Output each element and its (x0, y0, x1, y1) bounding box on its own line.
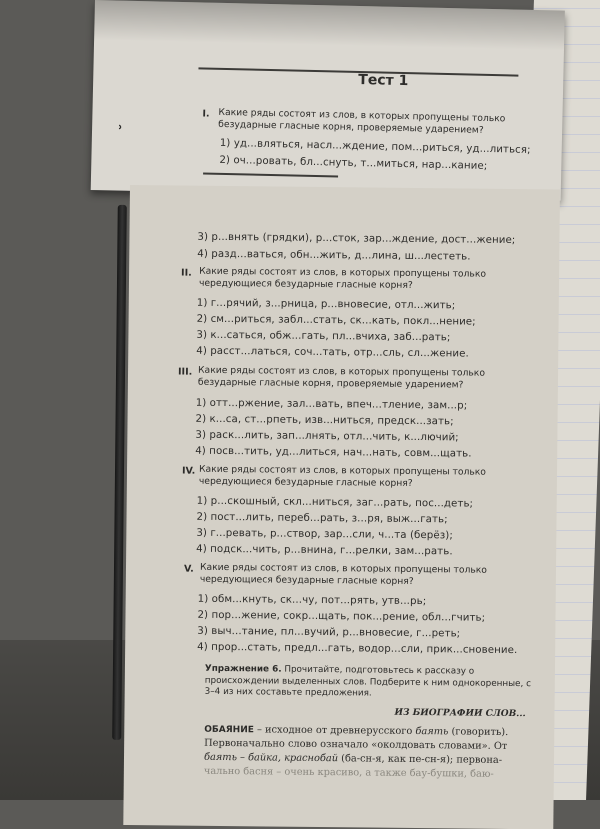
page-main-sheet (123, 185, 560, 829)
q5-option-4: 4) прор...стать, предл...гать, водор...сли, прик...сновение. (197, 641, 518, 657)
bio-line-2: Первоначально слово означало «околдовать словами». От (204, 737, 508, 752)
q3-question: Какие ряды состоят из слов, в которых пропущены только безударные гласные корня, проверяемые ударением? (197, 364, 486, 391)
q2-number: II. (181, 267, 192, 279)
q3-option-4: 4) посв...тить, уд...литься, нач...нать, совм...щать. (195, 445, 472, 460)
pen-mark: ˒ (116, 118, 124, 138)
bio-line-1-end: (говорить). (448, 726, 509, 738)
binding-shadow (112, 205, 127, 740)
test-title: Тест 1 (358, 71, 409, 90)
q3-option-2: 2) к...са, ст...рпеть, изв...ниться, предск...зать; (195, 413, 454, 428)
q1-number: I. (202, 108, 210, 120)
q5-option-2: 2) пор...жение, сокр...щать, пок...рение, обл...гчить; (197, 609, 486, 624)
q3-number: III. (177, 366, 193, 378)
bio-line-3-words: баять – байка, краснобай (203, 751, 339, 765)
q1-option-3: 3) р...внять (грядки), р...сток, зар...ждение, дост...жение; (197, 231, 516, 247)
q1-question: Какие ряды состоят из слов, в которых пропущены только безударные гласные корня, проверяемые ударением? (218, 106, 506, 136)
q5-option-3: 3) выч...тание, пл...вучий, р...вновесие, г...реть; (197, 625, 461, 640)
q5-number: V. (183, 563, 194, 575)
q2-option-1: 1) г...рячий, з...рница, р...вновесие, отл...жить; (196, 297, 456, 312)
page-shadow (94, 0, 565, 51)
q2-option-2: 2) см...риться, забл...стать, ск...кать, покл...нение; (196, 313, 476, 328)
exercise-block (205, 664, 535, 702)
q1-option-4: 4) разд...ваться, обн...жить, д...лина, ш...лестеть. (197, 248, 471, 263)
q1-option-1: 1) уд...вляться, насл...ждение, пом...риться, уд...литься; (219, 137, 531, 156)
bio-line-1-word: баять (415, 726, 449, 738)
q4-number: IV. (181, 465, 196, 477)
exercise-label: Упражнение 6. (204, 663, 282, 675)
q4-option-2: 2) пост...лить, переб...рать, з...ря, выж...гать; (196, 511, 448, 526)
q4-option-4: 4) подск...чить, р...внина, г...релки, зам...рать. (196, 543, 453, 558)
q5-question: Какие ряды состоят из слов, в которых пропущены только чередующиеся безударные гласные корня? (199, 561, 487, 587)
q4-option-1: 1) р...скошный, скл...ниться, заг...рать, пос...деть; (196, 495, 474, 510)
bio-line-4: чально басня – очень красиво, а также бау-бушки, баю- (203, 765, 494, 780)
q4-question: Какие ряды состоят из слов, в которых пропущены только чередующиеся безударные гласные корня? (198, 463, 487, 489)
bio-line-3-text: (ба-сн-я, как пе-сн-я); первона- (337, 753, 503, 766)
bio-headword: ОБАЯНИЕ (204, 724, 254, 736)
q3-option-1: 1) отт...ржение, зал...вать, впеч...тление, зам...р; (195, 397, 468, 412)
page-top-sheet (91, 0, 565, 201)
q2-question: Какие ряды состоят из слов, в которых пропущены только чередующиеся безударные гласные корня? (198, 265, 487, 291)
q1-option-2: 2) оч...ровать, бл...снуть, т...миться, нар...кание; (219, 154, 488, 172)
bio-line-1-text: – исходное от древнерусского (253, 724, 416, 738)
q2-option-3: 3) к...саться, обж...гать, пл...вчиха, заб...рать; (196, 329, 451, 344)
exercise-text: Прочитайте, подготовьтесь к рассказу о происхождении выделенных слов. Подберите к ним однокоренные, с 3–4 из них составьте предложения. (204, 664, 531, 699)
q5-option-1: 1) обм...кнуть, ск...чу, пот...рять, утв...рь; (197, 593, 427, 608)
q4-option-3: 3) г...ревать, р...створ, зар...сли, ч...та (берёз); (196, 527, 453, 542)
bio-paragraph (204, 723, 545, 783)
bio-heading: ИЗ БИОГРАФИИ СЛОВ... (394, 707, 526, 720)
q2-option-4: 4) расст...латься, соч...тать, отр...сль, сл...жение. (196, 345, 469, 360)
page-bottom-rule (203, 172, 338, 177)
q3-option-3: 3) раск...лить, зап...лнять, отл...чить, к...лючий; (195, 429, 459, 444)
